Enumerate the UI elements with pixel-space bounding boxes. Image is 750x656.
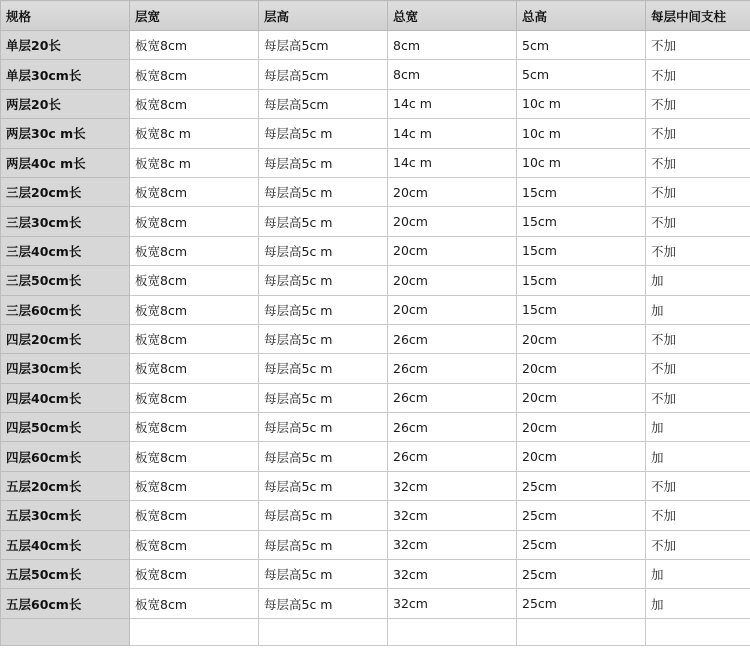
total-width-cell[interactable]: 20cm (388, 295, 517, 324)
header-cell-middle-pillar[interactable]: 每层中间支柱 (646, 1, 750, 31)
total-width-cell[interactable]: 8cm (388, 31, 517, 60)
layer-height-cell[interactable]: 每层高5c m (259, 207, 388, 236)
row-label-cell[interactable]: 五层60cm长 (1, 589, 130, 618)
header-cell-spec[interactable]: 规格 (1, 1, 130, 31)
table-row (1, 471, 750, 500)
table-row (1, 324, 750, 353)
table-row (1, 530, 750, 559)
layer-width-cell[interactable]: 板宽8cm (130, 89, 259, 118)
row-label-cell[interactable]: 四层50cm长 (1, 413, 130, 442)
table-row (1, 89, 750, 118)
layer-height-cell[interactable]: 每层高5c m (259, 413, 388, 442)
empty-cell[interactable] (130, 618, 259, 645)
layer-width-cell[interactable]: 板宽8cm (130, 530, 259, 559)
total-width-cell[interactable]: 20cm (388, 207, 517, 236)
total-width-cell[interactable]: 32cm (388, 589, 517, 618)
layer-width-cell[interactable]: 板宽8cm (130, 324, 259, 353)
total-height-cell[interactable]: 25cm (517, 530, 646, 559)
layer-height-cell[interactable]: 每层高5c m (259, 530, 388, 559)
middle-pillar-cell[interactable]: 加 (646, 295, 750, 324)
table-row (1, 60, 750, 89)
total-width-cell[interactable]: 26cm (388, 324, 517, 353)
header-row (1, 1, 750, 31)
table-row (1, 383, 750, 412)
total-width-cell[interactable]: 26cm (388, 413, 517, 442)
table-row (1, 266, 750, 295)
header-cell-layer-height[interactable]: 层高 (259, 1, 388, 31)
total-height-cell[interactable]: 25cm (517, 501, 646, 530)
middle-pillar-cell[interactable]: 加 (646, 589, 750, 618)
empty-cell[interactable] (388, 618, 517, 645)
layer-width-cell[interactable]: 板宽8cm (130, 266, 259, 295)
total-width-cell[interactable]: 8cm (388, 60, 517, 89)
header-cell-layer-width[interactable]: 层宽 (130, 1, 259, 31)
layer-height-cell[interactable]: 每层高5cm (259, 60, 388, 89)
middle-pillar-cell[interactable]: 不加 (646, 324, 750, 353)
layer-width-cell[interactable]: 板宽8cm (130, 589, 259, 618)
total-width-cell[interactable]: 14c m (388, 148, 517, 177)
total-height-cell[interactable]: 20cm (517, 354, 646, 383)
middle-pillar-cell[interactable]: 加 (646, 413, 750, 442)
table-row (1, 236, 750, 265)
row-label-cell[interactable]: 三层50cm长 (1, 266, 130, 295)
table-row (1, 295, 750, 324)
layer-height-cell[interactable]: 每层高5cm (259, 31, 388, 60)
header-cell-total-height[interactable]: 总高 (517, 1, 646, 31)
table-row (1, 589, 750, 618)
middle-pillar-cell[interactable]: 不加 (646, 236, 750, 265)
row-label-cell[interactable]: 两层40c m长 (1, 148, 130, 177)
total-height-cell[interactable]: 15cm (517, 266, 646, 295)
row-label-cell[interactable]: 三层30cm长 (1, 207, 130, 236)
middle-pillar-cell[interactable]: 不加 (646, 207, 750, 236)
header-cell-total-width[interactable]: 总宽 (388, 1, 517, 31)
table-row (1, 148, 750, 177)
layer-height-cell[interactable]: 每层高5c m (259, 560, 388, 589)
empty-row (1, 618, 750, 645)
middle-pillar-cell[interactable]: 不加 (646, 60, 750, 89)
total-width-cell[interactable]: 32cm (388, 530, 517, 559)
total-width-cell[interactable]: 14c m (388, 119, 517, 148)
empty-cell[interactable] (646, 618, 750, 645)
layer-height-cell[interactable]: 每层高5c m (259, 501, 388, 530)
layer-width-cell[interactable]: 板宽8cm (130, 295, 259, 324)
layer-height-cell[interactable]: 每层高5c m (259, 383, 388, 412)
total-height-cell[interactable]: 5cm (517, 60, 646, 89)
layer-width-cell[interactable]: 板宽8cm (130, 207, 259, 236)
total-height-cell[interactable]: 20cm (517, 442, 646, 471)
layer-height-cell[interactable]: 每层高5c m (259, 471, 388, 500)
middle-pillar-cell[interactable]: 不加 (646, 501, 750, 530)
total-width-cell[interactable]: 32cm (388, 560, 517, 589)
layer-width-cell[interactable]: 板宽8cm (130, 354, 259, 383)
row-label-cell[interactable]: 五层20cm长 (1, 471, 130, 500)
middle-pillar-cell[interactable]: 不加 (646, 354, 750, 383)
row-label-cell[interactable]: 三层40cm长 (1, 236, 130, 265)
middle-pillar-cell[interactable]: 加 (646, 560, 750, 589)
middle-pillar-cell[interactable]: 不加 (646, 31, 750, 60)
total-height-cell[interactable]: 10c m (517, 89, 646, 118)
total-width-cell[interactable]: 20cm (388, 266, 517, 295)
total-height-cell[interactable]: 15cm (517, 177, 646, 206)
total-height-cell[interactable]: 15cm (517, 295, 646, 324)
row-label-cell[interactable]: 四层40cm长 (1, 383, 130, 412)
layer-width-cell[interactable]: 板宽8cm (130, 383, 259, 412)
table-row (1, 501, 750, 530)
total-height-cell[interactable]: 25cm (517, 471, 646, 500)
layer-width-cell[interactable]: 板宽8cm (130, 236, 259, 265)
row-label-cell[interactable]: 三层20cm长 (1, 177, 130, 206)
empty-cell[interactable] (1, 618, 130, 645)
layer-width-cell[interactable]: 板宽8c m (130, 148, 259, 177)
row-label-cell[interactable]: 四层30cm长 (1, 354, 130, 383)
layer-height-cell[interactable]: 每层高5c m (259, 236, 388, 265)
middle-pillar-cell[interactable]: 加 (646, 266, 750, 295)
empty-cell[interactable] (517, 618, 646, 645)
table-row (1, 119, 750, 148)
layer-width-cell[interactable]: 板宽8cm (130, 413, 259, 442)
layer-width-cell[interactable]: 板宽8cm (130, 31, 259, 60)
total-width-cell[interactable]: 20cm (388, 236, 517, 265)
total-width-cell[interactable]: 26cm (388, 354, 517, 383)
table-row (1, 207, 750, 236)
total-width-cell[interactable]: 32cm (388, 471, 517, 500)
layer-width-cell[interactable]: 板宽8cm (130, 501, 259, 530)
total-width-cell[interactable]: 26cm (388, 442, 517, 471)
layer-height-cell[interactable]: 每层高5c m (259, 354, 388, 383)
layer-width-cell[interactable]: 板宽8c m (130, 119, 259, 148)
table-row (1, 177, 750, 206)
row-label-cell[interactable]: 四层60cm长 (1, 442, 130, 471)
total-height-cell[interactable]: 5cm (517, 31, 646, 60)
total-width-cell[interactable]: 14c m (388, 89, 517, 118)
row-label-cell[interactable]: 五层40cm长 (1, 530, 130, 559)
total-height-cell[interactable]: 15cm (517, 236, 646, 265)
middle-pillar-cell[interactable]: 不加 (646, 471, 750, 500)
layer-height-cell[interactable]: 每层高5c m (259, 177, 388, 206)
row-label-cell[interactable]: 五层30cm长 (1, 501, 130, 530)
layer-height-cell[interactable]: 每层高5c m (259, 589, 388, 618)
row-label-cell[interactable]: 单层30cm长 (1, 60, 130, 89)
middle-pillar-cell[interactable]: 不加 (646, 383, 750, 412)
layer-height-cell[interactable]: 每层高5c m (259, 295, 388, 324)
table-row (1, 31, 750, 60)
row-label-cell[interactable]: 五层50cm长 (1, 560, 130, 589)
layer-width-cell[interactable]: 板宽8cm (130, 60, 259, 89)
total-height-cell[interactable]: 25cm (517, 560, 646, 589)
layer-height-cell[interactable]: 每层高5c m (259, 324, 388, 353)
middle-pillar-cell[interactable]: 不加 (646, 119, 750, 148)
layer-height-cell[interactable]: 每层高5c m (259, 148, 388, 177)
total-height-cell[interactable]: 20cm (517, 324, 646, 353)
layer-height-cell[interactable]: 每层高5c m (259, 266, 388, 295)
layer-width-cell[interactable]: 板宽8cm (130, 177, 259, 206)
layer-width-cell[interactable]: 板宽8cm (130, 560, 259, 589)
empty-cell[interactable] (259, 618, 388, 645)
total-height-cell[interactable]: 20cm (517, 383, 646, 412)
total-height-cell[interactable]: 15cm (517, 207, 646, 236)
table-row (1, 560, 750, 589)
total-height-cell[interactable]: 20cm (517, 413, 646, 442)
table-row (1, 442, 750, 471)
row-label-cell[interactable]: 四层20cm长 (1, 324, 130, 353)
middle-pillar-cell[interactable]: 加 (646, 442, 750, 471)
middle-pillar-cell[interactable]: 不加 (646, 530, 750, 559)
total-width-cell[interactable]: 26cm (388, 383, 517, 412)
middle-pillar-cell[interactable]: 不加 (646, 89, 750, 118)
total-width-cell[interactable]: 20cm (388, 177, 517, 206)
total-height-cell[interactable]: 10c m (517, 119, 646, 148)
table-body (1, 31, 750, 646)
middle-pillar-cell[interactable]: 不加 (646, 148, 750, 177)
layer-width-cell[interactable]: 板宽8cm (130, 442, 259, 471)
total-height-cell[interactable]: 10c m (517, 148, 646, 177)
table-row (1, 413, 750, 442)
layer-height-cell[interactable]: 每层高5cm (259, 89, 388, 118)
layer-height-cell[interactable]: 每层高5c m (259, 442, 388, 471)
row-label-cell[interactable]: 三层60cm长 (1, 295, 130, 324)
layer-height-cell[interactable]: 每层高5c m (259, 119, 388, 148)
table-row (1, 354, 750, 383)
row-label-cell[interactable]: 两层20长 (1, 89, 130, 118)
total-height-cell[interactable]: 25cm (517, 589, 646, 618)
middle-pillar-cell[interactable]: 不加 (646, 177, 750, 206)
row-label-cell[interactable]: 两层30c m长 (1, 119, 130, 148)
total-width-cell[interactable]: 32cm (388, 501, 517, 530)
row-label-cell[interactable]: 单层20长 (1, 31, 130, 60)
layer-width-cell[interactable]: 板宽8cm (130, 471, 259, 500)
